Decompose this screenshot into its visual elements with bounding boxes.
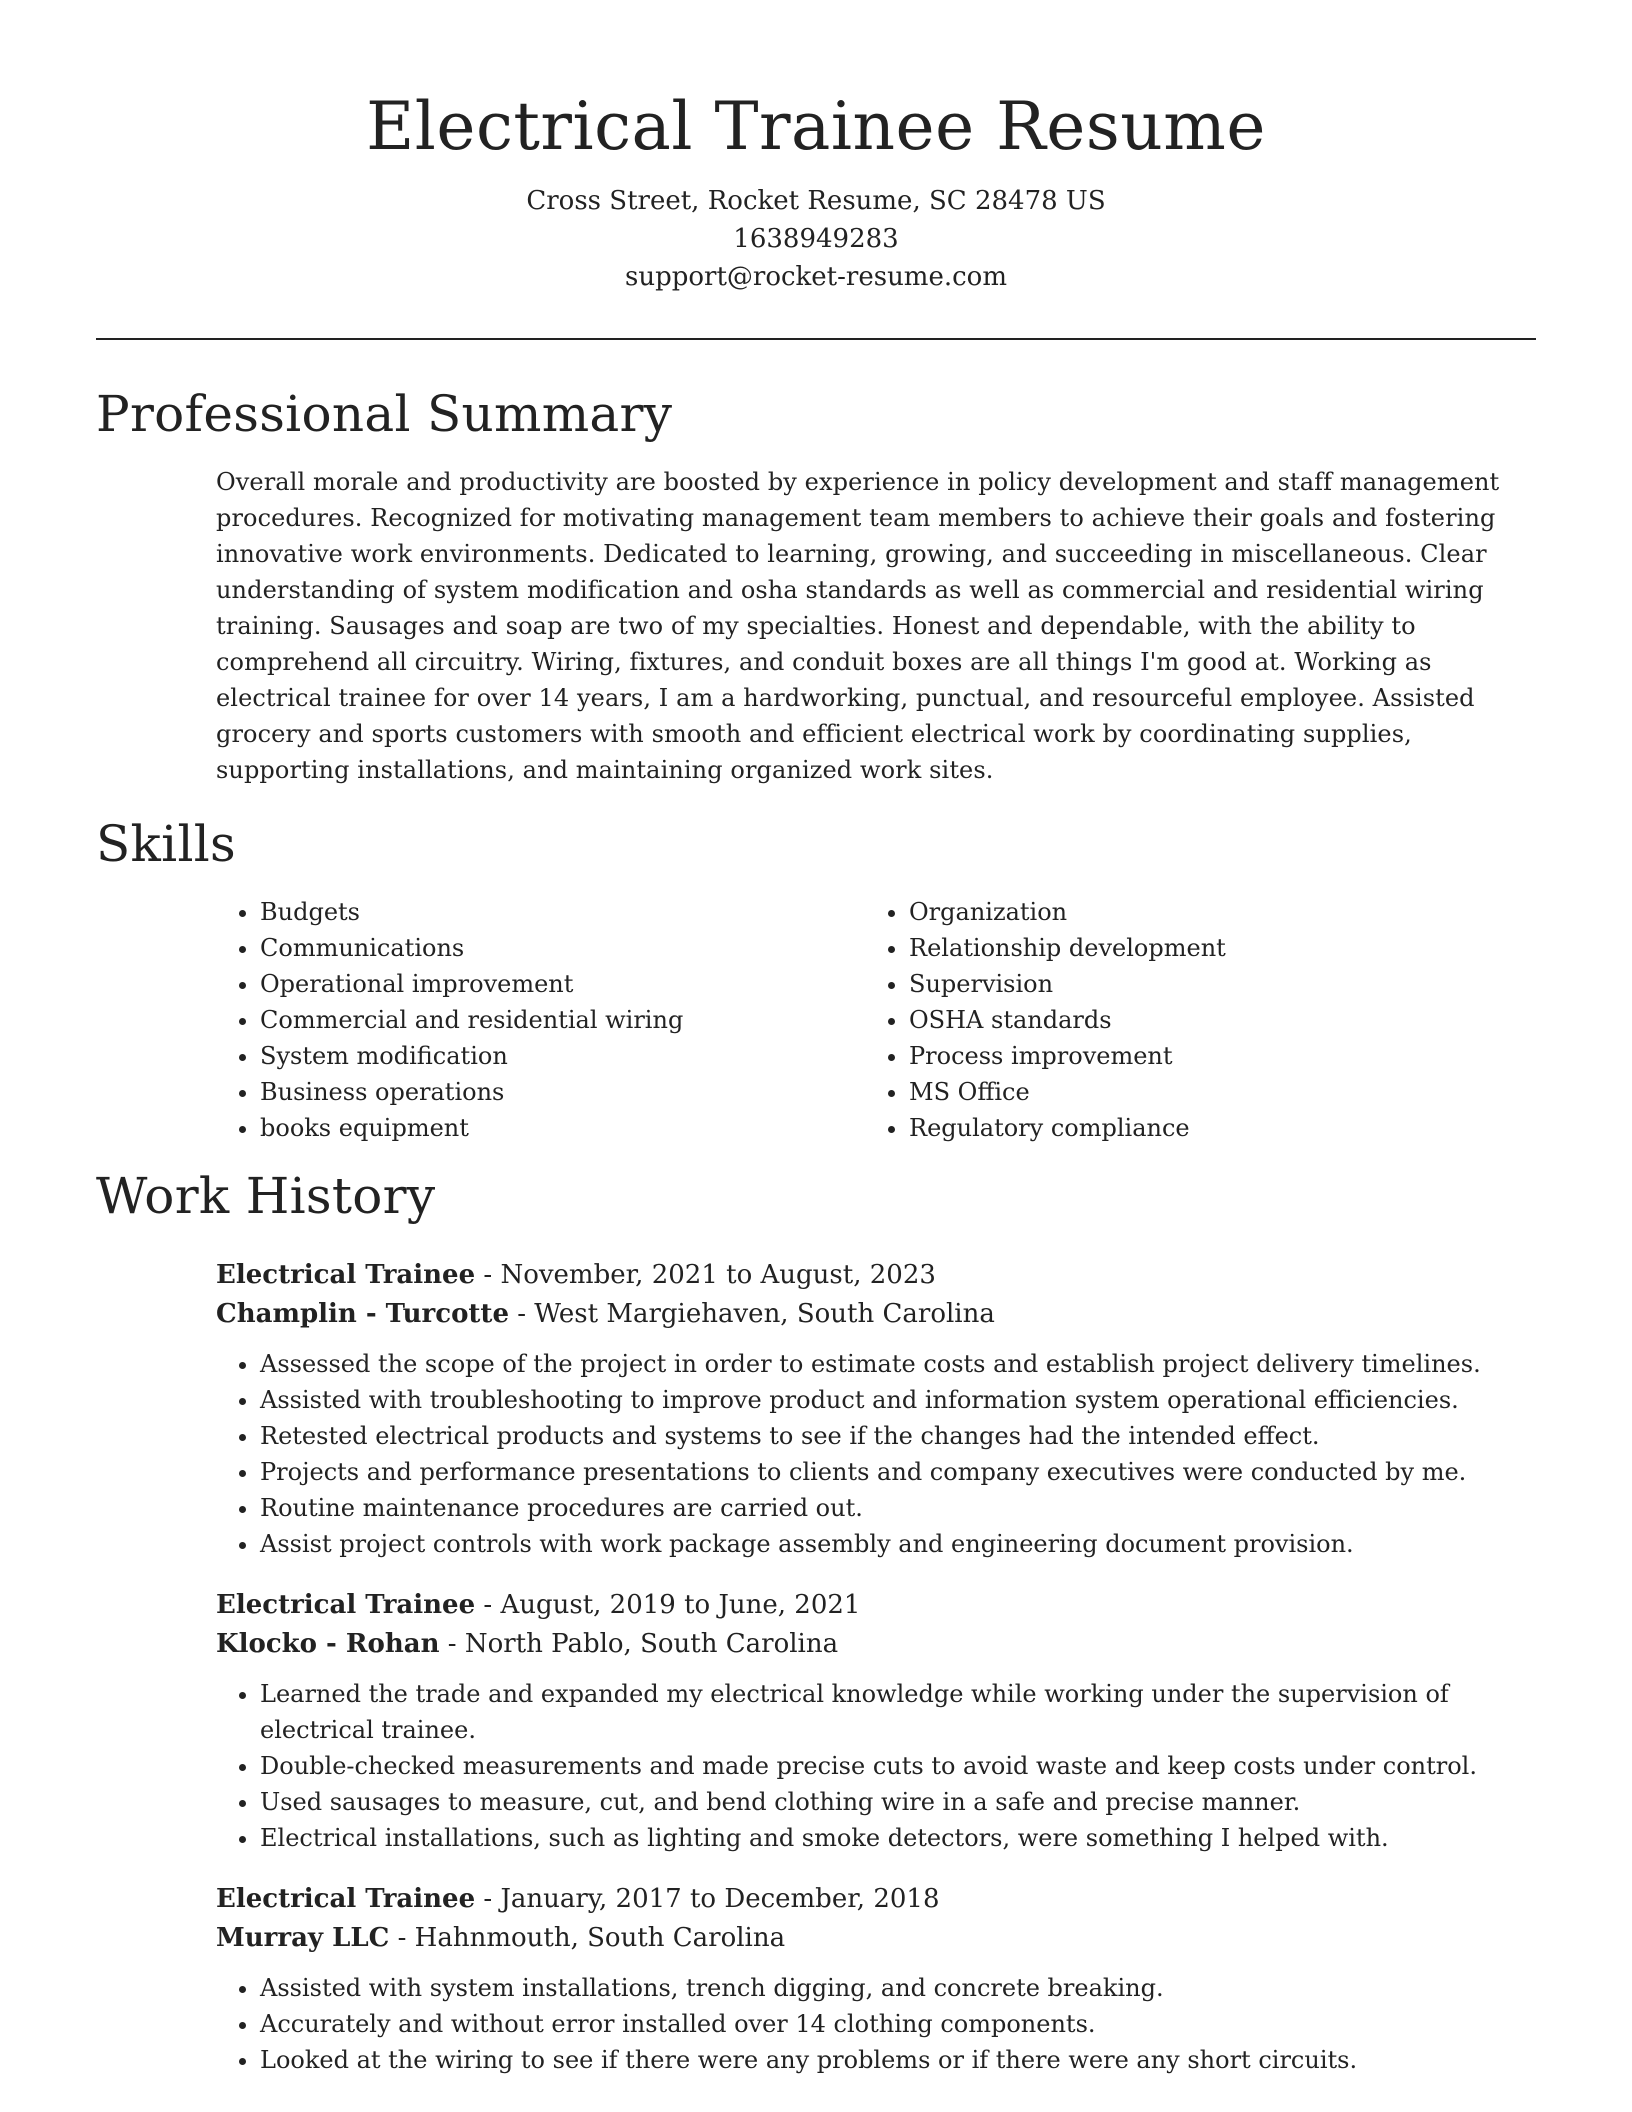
- header-divider: [96, 338, 1536, 340]
- skill-item: • Budgets: [260, 894, 865, 930]
- skill-item: • Business operations: [260, 1074, 865, 1110]
- job-bullet: • Assisted with system installations, trench digging, and concrete breaking.: [260, 1970, 1536, 2006]
- skills-grid: [216, 894, 1536, 1146]
- skill-item: • Commercial and residential wiring: [260, 1002, 865, 1038]
- job-entry: [216, 1256, 1536, 1562]
- job-bullet: • Assist project controls with work package assembly and engineering document provision.: [260, 1526, 1536, 1562]
- job-company-line: [216, 1295, 1536, 1334]
- job-title-line: [216, 1256, 1536, 1295]
- summary-text: Overall morale and productivity are boosted by experience in policy development and staff management procedures. Recognized for motivating management team members to achieve their goals and fostering innovative work environments. Dedicated to learning, growing, and succeeding in miscellaneous. Clear understanding of system modification and osha standards as well as commercial and residential wiring training. Sausages and soap are two of my specialties. Honest and dependable, with the ability to comprehend all circuitry. Wiring, fixtures, and conduit boxes are all things I'm good at. Working as electrical trainee for over 14 years, I am a hardworking, punctual, and resourceful employee. Assisted grocery and sports customers with smooth and efficient electrical work by coordinating supplies, supporting installations, and maintaining organized work sites.: [216, 468, 1500, 784]
- contact-block: [96, 182, 1536, 296]
- job-dates: - January, 2017 to December, 2018: [475, 1884, 940, 1914]
- job-entry: [216, 1586, 1536, 1856]
- job-company: Champlin - Turcotte: [216, 1299, 509, 1329]
- work-history-heading: Work History: [96, 1167, 436, 1225]
- job-title-line: [216, 1586, 1536, 1625]
- skill-item: • Organization: [909, 894, 1469, 930]
- job-bullets: [216, 1970, 1536, 2078]
- skill-item: • System modification: [260, 1038, 865, 1074]
- contact-phone: 1638949283: [733, 224, 899, 254]
- resume-title: Electrical Trainee Resume: [366, 88, 1266, 165]
- job-title: Electrical Trainee: [216, 1590, 476, 1620]
- skill-item: • books equipment: [260, 1110, 865, 1146]
- summary-heading: Professional Summary: [96, 385, 673, 443]
- skills-list-left: [216, 894, 865, 1146]
- job-company: Murray LLC: [216, 1923, 390, 1953]
- skill-item: • Regulatory compliance: [909, 1110, 1469, 1146]
- job-bullet: • Projects and performance presentations to clients and company executives were conducted by me.: [260, 1454, 1536, 1490]
- contact-email: support@rocket-resume.com: [624, 262, 1007, 292]
- job-bullet: • Assessed the scope of the project in order to estimate costs and establish project delivery timelines.: [260, 1346, 1536, 1382]
- job-company-line: [216, 1919, 1536, 1958]
- job-bullet: • Used sausages to measure, cut, and bend clothing wire in a safe and precise manner.: [260, 1784, 1536, 1820]
- job-bullet: • Learned the trade and expanded my electrical knowledge while working under the supervision of electrical trainee.: [260, 1676, 1536, 1748]
- skill-item: • Process improvement: [909, 1038, 1469, 1074]
- job-company: Klocko - Rohan: [216, 1629, 440, 1659]
- skills-list-right: [865, 894, 1469, 1146]
- job-dates: - November, 2021 to August, 2023: [475, 1260, 936, 1290]
- job-title-line: [216, 1880, 1536, 1919]
- job-bullet: • Double-checked measurements and made precise cuts to avoid waste and keep costs under control.: [260, 1748, 1536, 1784]
- skill-item: • OSHA standards: [909, 1002, 1469, 1038]
- job-location: - Hahnmouth, South Carolina: [389, 1923, 786, 1953]
- job-title: Electrical Trainee: [216, 1884, 476, 1914]
- job-bullet: • Looked at the wiring to see if there were any problems or if there were any short circuits.: [260, 2042, 1536, 2078]
- job-bullets: [216, 1676, 1536, 1856]
- job-location: - West Margiehaven, South Carolina: [508, 1299, 995, 1329]
- resume-page: [96, 0, 1536, 2078]
- skills-heading: Skills: [96, 815, 236, 873]
- job-bullet: • Routine maintenance procedures are carried out.: [260, 1490, 1536, 1526]
- job-location: - North Pablo, South Carolina: [439, 1629, 839, 1659]
- skill-item: • MS Office: [909, 1074, 1469, 1110]
- skill-item: • Supervision: [909, 966, 1469, 1002]
- job-title: Electrical Trainee: [216, 1260, 476, 1290]
- job-bullet: • Electrical installations, such as lighting and smoke detectors, were something I helped with.: [260, 1820, 1536, 1856]
- job-bullets: [216, 1346, 1536, 1562]
- skill-item: • Communications: [260, 930, 865, 966]
- job-bullet: • Accurately and without error installed over 14 clothing components.: [260, 2006, 1536, 2042]
- job-entry: [216, 1880, 1536, 2078]
- job-bullet: • Retested electrical products and systems to see if the changes had the intended effect.: [260, 1418, 1536, 1454]
- job-company-line: [216, 1625, 1536, 1664]
- job-dates: - August, 2019 to June, 2021: [475, 1590, 861, 1620]
- skill-item: • Operational improvement: [260, 966, 865, 1002]
- contact-address: Cross Street, Rocket Resume, SC 28478 US: [526, 186, 1106, 216]
- job-bullet: • Assisted with troubleshooting to improve product and information system operational efficiencies.: [260, 1382, 1536, 1418]
- skill-item: • Relationship development: [909, 930, 1469, 966]
